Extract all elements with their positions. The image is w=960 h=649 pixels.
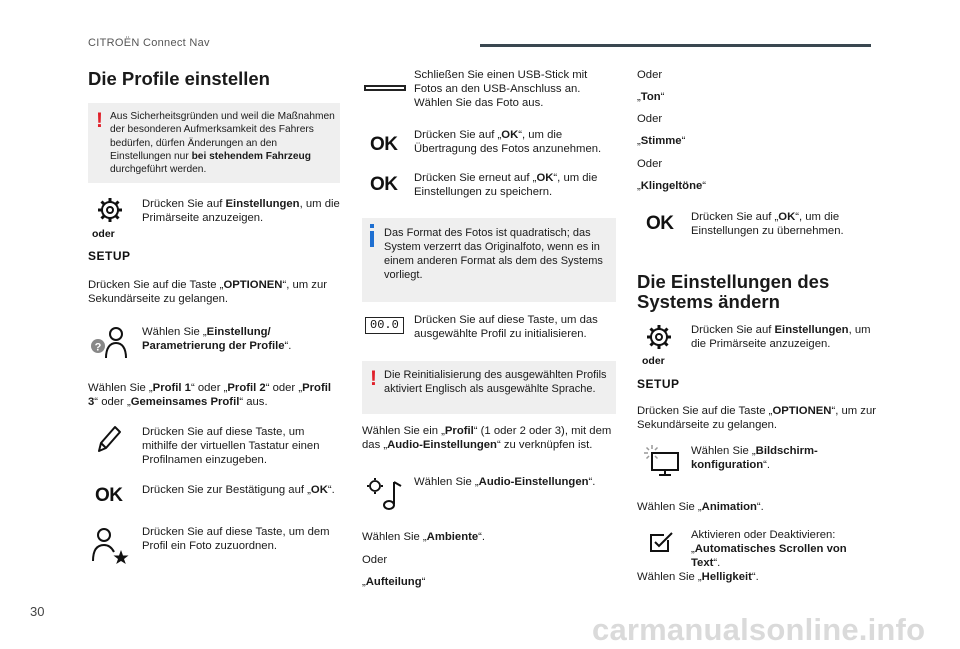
ok-save-text: Drücken Sie erneut auf „OK“, um die Einstellungen zu speichern.	[414, 172, 598, 198]
screen-config-text: Wählen Sie „Bildschirm-konfiguration“.	[691, 445, 818, 471]
step-options-text: Drücken Sie auf die Taste „OPTIONEN“, um zur Sekundärseite zu gelangen.	[88, 279, 328, 305]
warning-box-safety	[88, 103, 340, 183]
profile-photo-icon	[88, 526, 130, 564]
setup-label: SETUP	[88, 249, 131, 263]
svg-text:?: ?	[94, 341, 102, 354]
ton-text: „Ton“	[637, 91, 665, 103]
checkbox-icon	[649, 530, 675, 554]
ok-label: OK	[95, 485, 123, 506]
oder-label: oder	[92, 228, 115, 240]
section-heading-profiles: Die Profile einstellen	[88, 68, 270, 89]
header-divider	[480, 44, 871, 47]
gear-icon	[96, 196, 124, 224]
pencil-icon	[96, 424, 122, 454]
screen-config-icon	[643, 444, 679, 476]
ok-label: OK	[646, 213, 674, 234]
info-box-photo-format	[362, 218, 616, 302]
usb-icon	[364, 85, 406, 91]
stimme-text: „Stimme“	[637, 135, 686, 147]
step-options-text: Drücken Sie auf die Taste „OPTIONEN“, um zur Sekundärseite zu gelangen.	[637, 405, 877, 431]
ok-accept-text: Drücken Sie auf „OK“, um die Übertragung des Fotos anzunehmen.	[414, 129, 602, 155]
reset-value-icon: 00.0	[365, 317, 404, 334]
audio-link-text: Wählen Sie ein „Profil“ (1 oder 2 oder 3), mit dem das „Audio-Einstellungen“ zu verknüpfen ist.	[362, 425, 612, 451]
photo-step-text: Drücken Sie auf diese Taste, um dem Profil ein Foto zuzuordnen.	[142, 526, 330, 552]
usb-step-text: Schließen Sie einen USB-Stick mit Fotos an den USB-Anschluss an. Wählen Sie das Foto aus.	[414, 69, 588, 109]
warning-text: Die Reinitialisierung des ausgewählten Profils aktiviert Englisch als ausgewählte Sprache.	[384, 369, 607, 395]
ambiente-text: Wählen Sie „Ambiente“.	[362, 531, 486, 543]
audio-select-text: Wählen Sie „Audio-Einstellungen“.	[414, 476, 596, 488]
header-title: CITROËN Connect Nav	[88, 37, 210, 49]
ok-label: OK	[370, 134, 398, 155]
oder-text: Oder	[637, 113, 663, 125]
animation-text: Wählen Sie „Animation“.	[637, 501, 764, 513]
pencil-step-text: Drücken Sie auf diese Taste, um mithilfe der virtuellen Tastatur einen Profilnamen einzugeben.	[142, 426, 320, 466]
auto-scroll-text: Aktivieren oder Deaktivieren: „Automatisches Scrollen von Text“.	[691, 529, 847, 569]
ok-apply-text: Drücken Sie auf „OK“, um die Einstellungen zu übernehmen.	[691, 211, 844, 237]
step-settings-text: Drücken Sie auf Einstellungen, um die Primärseite anzuzeigen.	[142, 198, 340, 224]
reset-step-text: Drücken Sie auf diese Taste, um das ausgewählte Profil zu initialisieren.	[414, 314, 598, 340]
watermark: carmanualsonline.info	[592, 612, 926, 647]
oder-text: Oder	[637, 69, 663, 81]
setup-label: SETUP	[637, 377, 680, 391]
warning-box-reset	[362, 361, 616, 414]
warning-icon: !	[96, 109, 103, 132]
confirm-ok-text: Drücken Sie zur Bestätigung auf „OK“.	[142, 484, 335, 496]
gear-icon	[645, 323, 673, 351]
warning-icon: !	[370, 367, 377, 390]
select-profile-settings-text: Wählen Sie „Einstellung/ Parametrierung der Profile“.	[142, 326, 292, 352]
info-text: Das Format des Fotos ist quadratisch; das System verzerrt das Originalfoto, wenn es in einem anderen Format als dem des Systems vorliegt.	[384, 227, 603, 281]
aufteilung-text: „Aufteilung“	[362, 576, 426, 588]
audio-settings-icon	[366, 476, 404, 512]
choose-profile-text: Wählen Sie „Profil 1“ oder „Profil 2“ oder „Profil 3“ oder „Gemeinsames Profil“ aus.	[88, 382, 331, 408]
helligkeit-text: Wählen Sie „Helligkeit“.	[637, 571, 759, 583]
oder-text: Oder	[637, 158, 663, 170]
warning-text: Aus Sicherheitsgründen und weil die Maßnahmen der besonderen Aufmerksamkeit des Fahrers bedürfen, dürfen Änderungen an den Einstellungen nur bei stehendem Fahrzeug durchgeführt werden.	[110, 111, 335, 176]
oder-label: oder	[642, 355, 665, 367]
step-settings-text: Drücken Sie auf Einstellungen, um die Primärseite anzuzeigen.	[691, 324, 871, 350]
ok-label: OK	[370, 174, 398, 195]
section-heading-system: Die Einstellungen des Systems ändern	[637, 271, 830, 312]
profile-question-icon	[88, 326, 130, 360]
info-icon	[370, 224, 374, 248]
oder-text: Oder	[362, 554, 388, 566]
klingeltoene-text: „Klingeltöne“	[637, 180, 707, 192]
page-number: 30	[30, 604, 45, 619]
